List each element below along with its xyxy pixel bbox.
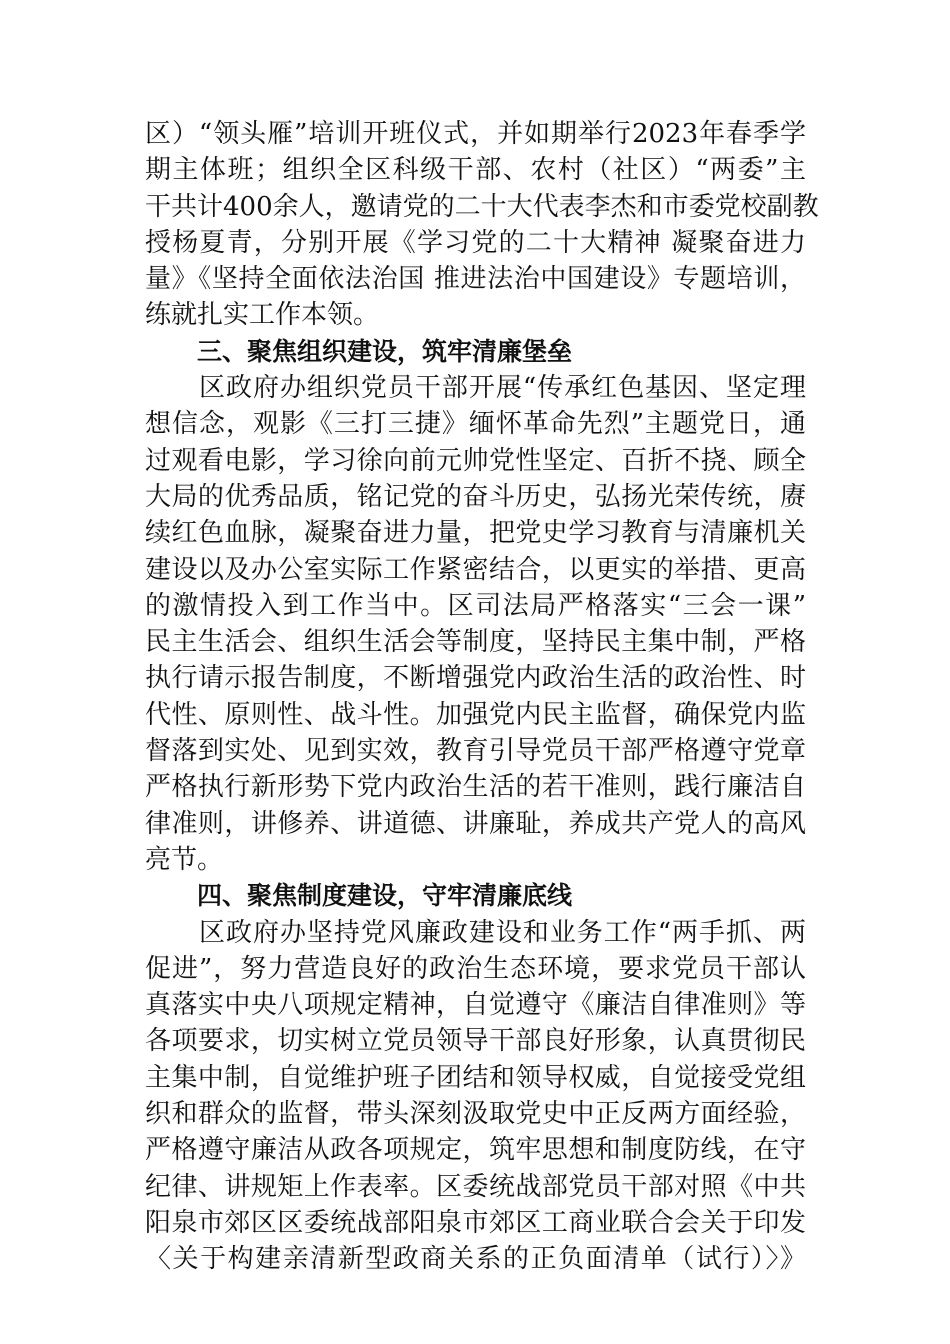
text-line: 真落实中央八项规定精神，自觉遵守《廉洁自律准则》等 [145, 990, 806, 1021]
text-line: 主集中制，自觉维护班子团结和领导权威，自觉接受党组 [145, 1062, 806, 1093]
text-line: 律准则，讲修养、讲道德、讲廉耻，养成共产党人的高风 [145, 808, 806, 839]
text-line: 区政府办坚持党风廉政建设和业务工作“两手抓、两 [145, 917, 806, 948]
paragraph-training [145, 116, 819, 334]
text-line: 严格遵守廉洁从政各项规定，筑牢思想和制度防线，在守 [145, 1135, 806, 1166]
text-line: 各项要求，切实树立党员领导干部良好形象，认真贯彻民 [145, 1026, 806, 1057]
text-line: 纪律、讲规矩上作表率。区委统战部党员干部对照《中共 [145, 1171, 806, 1202]
text-line: 大局的优秀品质，铭记党的奋斗历史，弘扬光荣传统，赓 [145, 481, 806, 512]
text-line: 练就扎实工作本领。 [145, 300, 380, 331]
text-line: 织和群众的监督，带头深刻汲取党史中正反两方面经验， [145, 1099, 806, 1130]
text-line: 〈关于构建亲清新型政商关系的正负面清单（试行）〉》 [145, 1244, 806, 1275]
document-body [145, 116, 819, 1278]
text-line: 区政府办组织党员干部开展“传承红色基因、坚定理 [145, 373, 806, 404]
section-heading-organization: 三、聚焦组织建设，筑牢清廉堡垒 [197, 336, 573, 366]
section-heading-system: 四、聚焦制度建设，守牢清廉底线 [197, 881, 573, 911]
text-line: 严格执行新形势下党内政治生活的若干准则，践行廉洁自 [145, 772, 806, 803]
paragraph-system [145, 915, 806, 1278]
text-line: 代性、原则性、战斗性。加强党内民主监督，确保党内监 [145, 699, 806, 730]
text-line: 阳泉市郊区区委统战部阳泉市郊区工商业联合会关于印发 [145, 1207, 806, 1238]
paragraph-organization [145, 370, 806, 878]
text-line: 的激情投入到工作当中。区司法局严格落实“三会一课” [145, 590, 806, 621]
text-line: 量》《坚持全面依法治国 推进法治中国建设》专题培训， [145, 264, 806, 295]
text-line: 干共计400余人，邀请党的二十大代表李杰和市委党校副教 [145, 191, 819, 222]
text-line: 执行请示报告制度，不断增强党内政治生活的政治性、时 [145, 663, 806, 694]
text-line: 期主体班；组织全区科级干部、农村（社区）“两委”主 [145, 155, 806, 186]
text-line: 亮节。 [145, 844, 224, 875]
text-line: 过观看电影，学习徐向前元帅党性坚定、百折不挠、顾全 [145, 445, 806, 476]
text-line: 督落到实处、见到实效，教育引导党员干部严格遵守党章 [145, 736, 806, 767]
text-line: 区）“领头雁”培训开班仪式，并如期举行2023年春季学 [145, 119, 806, 149]
text-line: 授杨夏青，分别开展《学习党的二十大精神 凝聚奋进力 [145, 227, 806, 258]
text-line: 续红色血脉，凝聚奋进力量，把党史学习教育与清廉机关 [145, 518, 806, 549]
text-line: 民主生活会、组织生活会等制度，坚持民主集中制，严格 [145, 627, 806, 658]
text-line: 建设以及办公室实际工作紧密结合，以更实的举措、更高 [145, 554, 806, 585]
text-line: 促进”，努力营造良好的政治生态环境，要求党员干部认 [145, 953, 806, 984]
text-line: 想信念，观影《三打三捷》缅怀革命先烈”主题党日，通 [145, 409, 806, 440]
